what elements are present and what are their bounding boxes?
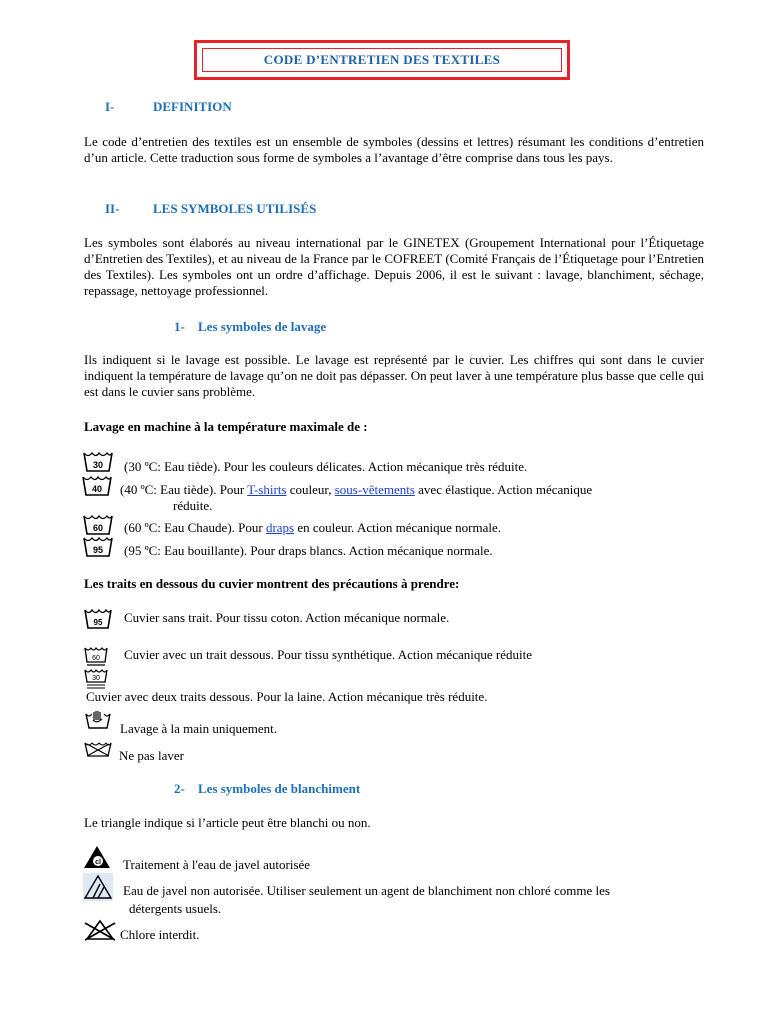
- section-1-number: I-: [105, 99, 115, 114]
- machine-heading: Lavage en machine à la température maximale de :: [84, 419, 368, 434]
- wash-30-number: 30: [92, 460, 104, 470]
- non-chlorine-text-cont: détergents usuels.: [129, 901, 222, 916]
- subsection-2-title: Les symboles de blanchiment: [198, 781, 361, 796]
- subsection-1-number: 1-: [174, 319, 185, 334]
- traits-heading: Les traits en dessous du cuvier montrent des précautions à prendre:: [84, 576, 460, 591]
- non-chlorine-text: Eau de javel non autorisée. Utiliser seulement un agent de blanchiment non chloré comme les: [123, 883, 610, 898]
- subsection-2-number: 2-: [174, 781, 185, 796]
- definition-paragraph: Le code d’entretien des textiles est un ensemble de symboles (dessins et lettres) résumant les conditions d’entretien d’un article. Cette traduction sous forme de symboles a l’avantage d’être comprise dans tous les pays.: [84, 134, 704, 165]
- wash-30-text: (30 ºC: Eau tiède). Pour les couleurs délicates. Action mécanique très réduite.: [124, 459, 528, 474]
- lavage-intro: Ils indiquent si le lavage est possible. Le lavage est représenté par le cuvier. Les chiffres qui sont dans le cuvier indiquent la température de lavage qu’on ne doit pas dépasser. On peut laver à une température plus basse que celle qui est dans le cuvier sans problème.: [84, 352, 704, 399]
- svg-text:cl: cl: [95, 859, 101, 866]
- non-chlorine-bleach-icon: [83, 873, 113, 901]
- page-title: CODE D’ENTRETIEN DES TEXTILES: [202, 48, 562, 72]
- wash-40-text: (40 ºC: Eau tiède). Pour T-shirts couleur, sous-vêtements avec élastique. Action mécanique: [120, 482, 593, 497]
- svg-text:95: 95: [92, 545, 104, 555]
- section-1-title: DEFINITION: [153, 99, 232, 114]
- wash-no-bar-icon: [84, 608, 112, 630]
- no-bleach-icon: [83, 919, 117, 941]
- title-box: [194, 40, 570, 80]
- no-bleach-text: Chlore interdit.: [120, 927, 200, 942]
- symbols-paragraph: Les symboles sont élaborés au niveau international par le GINETEX (Groupement International pour l’Étiquetage d’Entretien des Textiles), et au niveau de la France par le COFREET (Comité Français de l’Étiquetage pour l’Entretien des Textiles). Les symboles ont un ordre d’affichage. Depuis 2006, il est le suivant : lavage, blanchiment, séchage, repassage, nettoyage professionnel.: [84, 235, 704, 298]
- svg-text:40: 40: [91, 484, 103, 494]
- wash-95-text: (95 ºC: Eau bouillante). Pour draps blancs. Action mécanique normale.: [124, 543, 493, 558]
- wash-one-bar-icon: [84, 646, 108, 668]
- hand-wash-icon: [84, 710, 112, 730]
- tshirts-link[interactable]: T-shirts: [247, 482, 287, 497]
- bleach-allowed-text: Traitement à l'eau de javel autorisée: [123, 857, 311, 872]
- svg-text:60: 60: [92, 523, 104, 533]
- svg-text:95: 95: [93, 618, 103, 627]
- section-2-title: LES SYMBOLES UTILISÉS: [153, 201, 317, 216]
- bleach-allowed-icon: [83, 845, 111, 869]
- wash-60-icon: [83, 514, 113, 536]
- svg-text:30: 30: [92, 675, 100, 682]
- wash-40-text-cont: réduite.: [173, 498, 213, 513]
- blanchiment-intro: Le triangle indique si l’article peut être blanchi ou non.: [84, 815, 371, 830]
- wash-30-icon: [83, 451, 113, 473]
- do-not-wash-text: Ne pas laver: [119, 748, 184, 763]
- section-2-number: II-: [105, 201, 120, 216]
- hand-wash-text: Lavage à la main uniquement.: [120, 721, 278, 736]
- trait1-text: Cuvier avec un trait dessous. Pour tissu synthétique. Action mécanique réduite: [124, 647, 532, 662]
- wash-40-icon: [82, 475, 112, 497]
- do-not-wash-icon: [84, 741, 112, 757]
- subsection-1-title: Les symboles de lavage: [198, 319, 327, 334]
- wash-two-bars-icon: [84, 668, 108, 690]
- sous-vetements-link[interactable]: sous-vêtements: [334, 482, 415, 497]
- trait2-text: Cuvier avec deux traits dessous. Pour la laine. Action mécanique très réduite.: [86, 689, 488, 704]
- draps-link[interactable]: draps: [265, 520, 295, 535]
- wash-95-icon: [83, 536, 113, 558]
- trait0-text: Cuvier sans trait. Pour tissu coton. Action mécanique normale.: [124, 610, 450, 625]
- svg-text:60: 60: [92, 655, 100, 662]
- wash-60-text: (60 ºC: Eau Chaude). Pour draps en couleur. Action mécanique normale.: [124, 520, 501, 535]
